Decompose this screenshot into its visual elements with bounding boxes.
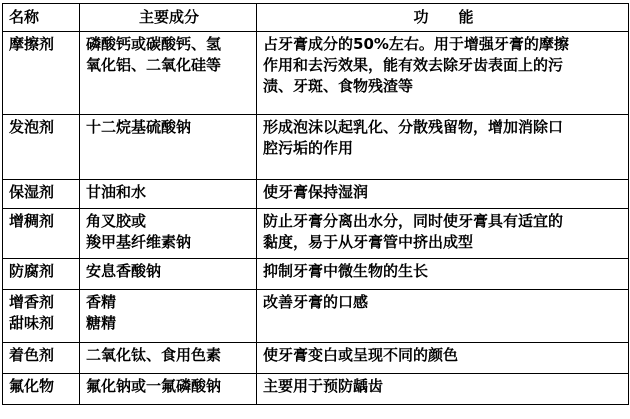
cell-text: 渍、牙斑、食物残渣等 — [263, 77, 414, 95]
cell-ingredient — [80, 343, 257, 374]
cell-function — [257, 259, 629, 290]
cell-ingredient — [80, 290, 257, 343]
header-ingredient: 主要成分 — [80, 4, 257, 32]
cell-text: 使牙膏变白或呈现不同的颜色 — [263, 346, 459, 364]
cell-text: 使牙膏保持湿润 — [263, 183, 369, 201]
cell-function — [257, 343, 629, 374]
cell-text: 保湿剂 — [9, 183, 55, 201]
cell-name — [3, 209, 80, 259]
cell-name — [3, 343, 80, 374]
cell-name — [3, 290, 80, 343]
table-row — [3, 374, 629, 405]
cell-text: 防腐剂 — [9, 262, 55, 280]
table-row — [3, 209, 629, 259]
cell-name — [3, 374, 80, 405]
cell-text: 改善牙膏的口感 — [263, 293, 369, 311]
cell-function — [257, 115, 629, 180]
cell-text: 磷酸钙或碳酸钙、氢 — [86, 35, 222, 53]
cell-ingredient — [80, 209, 257, 259]
cell-text: 增香剂 — [9, 293, 55, 311]
toothpaste-composition-table — [2, 3, 629, 405]
cell-text: 甜味剂 — [9, 314, 55, 332]
table-row — [3, 290, 629, 343]
cell-text: 羧甲基纤维素钠 — [86, 233, 192, 251]
cell-function — [257, 32, 629, 115]
cell-ingredient — [80, 32, 257, 115]
table-row — [3, 180, 629, 209]
cell-name — [3, 115, 80, 180]
cell-text: 主要用于预防龋齿 — [263, 377, 384, 395]
cell-text: 十二烷基硫酸钠 — [86, 118, 192, 136]
header-name: 名称 — [3, 4, 80, 32]
cell-ingredient — [80, 180, 257, 209]
header-function: 功 能 — [257, 4, 629, 32]
table-header-row — [3, 4, 629, 32]
cell-function — [257, 209, 629, 259]
cell-text: 抑制牙膏中微生物的生长 — [263, 262, 429, 280]
cell-text: 形成泡沫以起乳化、分散残留物，增加消除口 — [263, 118, 564, 136]
cell-ingredient — [80, 259, 257, 290]
cell-text: 发泡剂 — [9, 118, 55, 136]
cell-text: 摩擦剂 — [9, 35, 55, 53]
cell-text: 安息香酸钠 — [86, 262, 162, 280]
cell-text: 黏度，易于从牙膏管中挤出成型 — [263, 233, 474, 251]
table-row — [3, 115, 629, 180]
cell-name — [3, 180, 80, 209]
cell-function — [257, 290, 629, 343]
table-row — [3, 343, 629, 374]
cell-text: 占牙膏成分的50%左右。用于增强牙膏的摩擦 — [263, 35, 569, 53]
cell-text: 增稠剂 — [9, 212, 55, 230]
cell-function — [257, 374, 629, 405]
cell-text: 着色剂 — [9, 346, 55, 364]
table-row — [3, 32, 629, 115]
cell-text: 二氧化钛、食用色素 — [86, 346, 222, 364]
cell-ingredient — [80, 374, 257, 405]
cell-ingredient — [80, 115, 257, 180]
table-row — [3, 259, 629, 290]
cell-text: 防止牙膏分离出水分，同时使牙膏具有适宜的 — [263, 212, 564, 230]
cell-text: 氟化钠或一氟磷酸钠 — [86, 377, 222, 395]
cell-text: 角叉胶或 — [86, 212, 147, 230]
cell-text: 氧化铝、二氧化硅等 — [86, 56, 222, 74]
cell-function — [257, 180, 629, 209]
cell-text: 氟化物 — [9, 377, 55, 395]
cell-text: 腔污垢的作用 — [263, 139, 354, 157]
cell-name — [3, 259, 80, 290]
cell-text: 甘油和水 — [86, 183, 147, 201]
cell-text: 作用和去污效果，能有效去除牙齿表面上的污 — [263, 56, 564, 74]
cell-text: 香精 — [86, 293, 117, 311]
cell-name — [3, 32, 80, 115]
cell-text: 糖精 — [86, 314, 117, 332]
